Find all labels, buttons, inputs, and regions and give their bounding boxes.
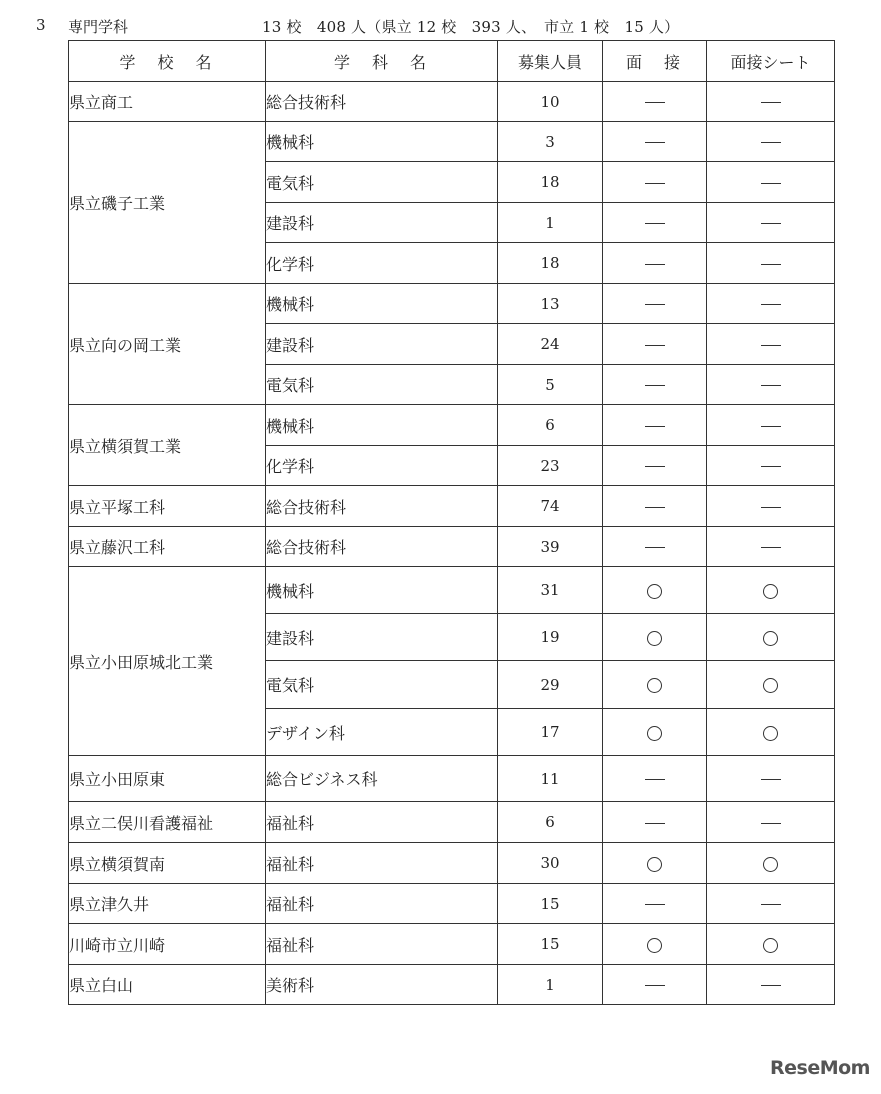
circle-mark-icon (647, 726, 662, 741)
circle-mark-icon (647, 857, 662, 872)
school-name-cell: 県立藤沢工科 (69, 527, 266, 567)
table-row (69, 122, 835, 162)
capacity-cell: 1 (498, 203, 603, 243)
circle-mark-icon (647, 631, 662, 646)
interview-cell (603, 884, 707, 924)
interview-sheet-cell (707, 324, 835, 365)
table-row (69, 756, 835, 802)
interview-sheet-cell (707, 122, 835, 162)
school-name-cell: 県立向の岡工業 (69, 284, 266, 405)
capacity-cell: 6 (498, 405, 603, 446)
department-cell: 電気科 (266, 661, 498, 709)
interview-sheet-cell (707, 405, 835, 446)
school-name-cell: 県立商工 (69, 82, 266, 122)
capacity-cell: 15 (498, 884, 603, 924)
circle-mark-icon (763, 938, 778, 953)
table-row (69, 924, 835, 965)
interview-cell (603, 243, 707, 284)
capacity-cell: 1 (498, 965, 603, 1005)
table-row (69, 486, 835, 527)
dash-mark-icon (645, 385, 665, 386)
circle-mark-icon (647, 938, 662, 953)
interview-cell (603, 709, 707, 756)
interview-cell (603, 162, 707, 203)
column-header-school: 学 校 名 (69, 41, 266, 82)
dash-mark-icon (761, 264, 781, 265)
interview-sheet-cell (707, 162, 835, 203)
dash-mark-icon (645, 779, 665, 780)
interview-cell (603, 802, 707, 843)
interview-sheet-cell (707, 527, 835, 567)
interview-sheet-cell (707, 243, 835, 284)
interview-sheet-cell (707, 486, 835, 527)
dash-mark-icon (761, 823, 781, 824)
interview-cell (603, 527, 707, 567)
table-row (69, 802, 835, 843)
interview-cell (603, 924, 707, 965)
dash-mark-icon (645, 904, 665, 905)
capacity-cell: 29 (498, 661, 603, 709)
interview-cell (603, 614, 707, 661)
capacity-cell: 6 (498, 802, 603, 843)
department-cell: 機械科 (266, 567, 498, 614)
column-header-interview: 面 接 (603, 41, 707, 82)
dash-mark-icon (645, 183, 665, 184)
interview-sheet-cell (707, 661, 835, 709)
school-name-cell: 県立平塚工科 (69, 486, 266, 527)
school-name-cell: 県立二俣川看護福祉 (69, 802, 266, 843)
dash-mark-icon (761, 223, 781, 224)
capacity-cell: 17 (498, 709, 603, 756)
dash-mark-icon (761, 904, 781, 905)
table-row (69, 965, 835, 1005)
department-cell: 福祉科 (266, 802, 498, 843)
dash-mark-icon (645, 426, 665, 427)
dash-mark-icon (645, 142, 665, 143)
dash-mark-icon (761, 507, 781, 508)
dash-mark-icon (645, 466, 665, 467)
column-header-capacity: 募集人員 (498, 41, 603, 82)
dash-mark-icon (645, 985, 665, 986)
school-name-cell: 県立磯子工業 (69, 122, 266, 284)
table-row (69, 405, 835, 446)
interview-cell (603, 486, 707, 527)
capacity-cell: 15 (498, 924, 603, 965)
dash-mark-icon (645, 264, 665, 265)
circle-mark-icon (763, 857, 778, 872)
interview-cell (603, 405, 707, 446)
section-header (32, 14, 852, 38)
interview-cell (603, 446, 707, 486)
circle-mark-icon (763, 678, 778, 693)
capacity-cell: 30 (498, 843, 603, 884)
interview-cell (603, 661, 707, 709)
section-summary: 13 校 408 人（県立 12 校 393 人、 市立 1 校 15 人） (262, 18, 680, 36)
circle-mark-icon (763, 726, 778, 741)
dash-mark-icon (645, 345, 665, 346)
capacity-cell: 24 (498, 324, 603, 365)
interview-sheet-cell (707, 82, 835, 122)
dash-mark-icon (645, 304, 665, 305)
table-row (69, 527, 835, 567)
department-cell: 建設科 (266, 614, 498, 661)
table-body (69, 82, 835, 1005)
department-cell: 機械科 (266, 122, 498, 162)
interview-sheet-cell (707, 446, 835, 486)
department-cell: 化学科 (266, 243, 498, 284)
column-header-department: 学 科 名 (266, 41, 498, 82)
department-cell: 建設科 (266, 203, 498, 243)
table-header-row (69, 41, 835, 82)
department-cell: 総合技術科 (266, 486, 498, 527)
school-name-cell: 川崎市立川崎 (69, 924, 266, 965)
circle-mark-icon (763, 631, 778, 646)
admissions-table (68, 40, 835, 1005)
school-name-cell: 県立津久井 (69, 884, 266, 924)
department-cell: 福祉科 (266, 924, 498, 965)
interview-cell (603, 756, 707, 802)
interview-sheet-cell (707, 284, 835, 324)
department-cell: 福祉科 (266, 884, 498, 924)
department-cell: 建設科 (266, 324, 498, 365)
dash-mark-icon (761, 304, 781, 305)
interview-sheet-cell (707, 802, 835, 843)
capacity-cell: 18 (498, 243, 603, 284)
capacity-cell: 74 (498, 486, 603, 527)
interview-cell (603, 122, 707, 162)
interview-sheet-cell (707, 365, 835, 405)
school-name-cell: 県立横須賀工業 (69, 405, 266, 486)
dash-mark-icon (761, 102, 781, 103)
dash-mark-icon (761, 142, 781, 143)
department-cell: 総合技術科 (266, 82, 498, 122)
interview-cell (603, 203, 707, 243)
interview-sheet-cell (707, 884, 835, 924)
department-cell: デザイン科 (266, 709, 498, 756)
dash-mark-icon (645, 823, 665, 824)
interview-sheet-cell (707, 203, 835, 243)
department-cell: 電気科 (266, 162, 498, 203)
dash-mark-icon (761, 426, 781, 427)
resemom-logo: ReseMom (770, 1057, 870, 1079)
interview-sheet-cell (707, 843, 835, 884)
interview-sheet-cell (707, 567, 835, 614)
dash-mark-icon (761, 466, 781, 467)
dash-mark-icon (761, 547, 781, 548)
table-row (69, 843, 835, 884)
interview-cell (603, 365, 707, 405)
capacity-cell: 10 (498, 82, 603, 122)
school-name-cell: 県立小田原城北工業 (69, 567, 266, 756)
department-cell: 美術科 (266, 965, 498, 1005)
capacity-cell: 18 (498, 162, 603, 203)
interview-cell (603, 567, 707, 614)
circle-mark-icon (763, 584, 778, 599)
dash-mark-icon (761, 779, 781, 780)
capacity-cell: 31 (498, 567, 603, 614)
department-cell: 機械科 (266, 284, 498, 324)
department-cell: 総合技術科 (266, 527, 498, 567)
dash-mark-icon (761, 385, 781, 386)
dash-mark-icon (645, 547, 665, 548)
section-number: 3 (36, 16, 46, 34)
interview-cell (603, 82, 707, 122)
capacity-cell: 5 (498, 365, 603, 405)
interview-sheet-cell (707, 756, 835, 802)
dash-mark-icon (761, 183, 781, 184)
interview-cell (603, 284, 707, 324)
interview-cell (603, 843, 707, 884)
school-name-cell: 県立小田原東 (69, 756, 266, 802)
interview-sheet-cell (707, 709, 835, 756)
table-row (69, 284, 835, 324)
section-title: 専門学科 (68, 18, 129, 36)
table-row (69, 884, 835, 924)
circle-mark-icon (647, 584, 662, 599)
interview-sheet-cell (707, 965, 835, 1005)
interview-sheet-cell (707, 614, 835, 661)
department-cell: 機械科 (266, 405, 498, 446)
school-name-cell: 県立横須賀南 (69, 843, 266, 884)
capacity-cell: 19 (498, 614, 603, 661)
column-header-interview-sheet: 面接シート (707, 41, 835, 82)
interview-cell (603, 965, 707, 1005)
capacity-cell: 11 (498, 756, 603, 802)
circle-mark-icon (647, 678, 662, 693)
capacity-cell: 23 (498, 446, 603, 486)
dash-mark-icon (645, 102, 665, 103)
table-row (69, 567, 835, 614)
department-cell: 電気科 (266, 365, 498, 405)
dash-mark-icon (761, 345, 781, 346)
dash-mark-icon (645, 507, 665, 508)
interview-sheet-cell (707, 924, 835, 965)
department-cell: 福祉科 (266, 843, 498, 884)
department-cell: 化学科 (266, 446, 498, 486)
table-row (69, 82, 835, 122)
capacity-cell: 13 (498, 284, 603, 324)
capacity-cell: 3 (498, 122, 603, 162)
dash-mark-icon (645, 223, 665, 224)
department-cell: 総合ビジネス科 (266, 756, 498, 802)
school-name-cell: 県立白山 (69, 965, 266, 1005)
capacity-cell: 39 (498, 527, 603, 567)
dash-mark-icon (761, 985, 781, 986)
interview-cell (603, 324, 707, 365)
